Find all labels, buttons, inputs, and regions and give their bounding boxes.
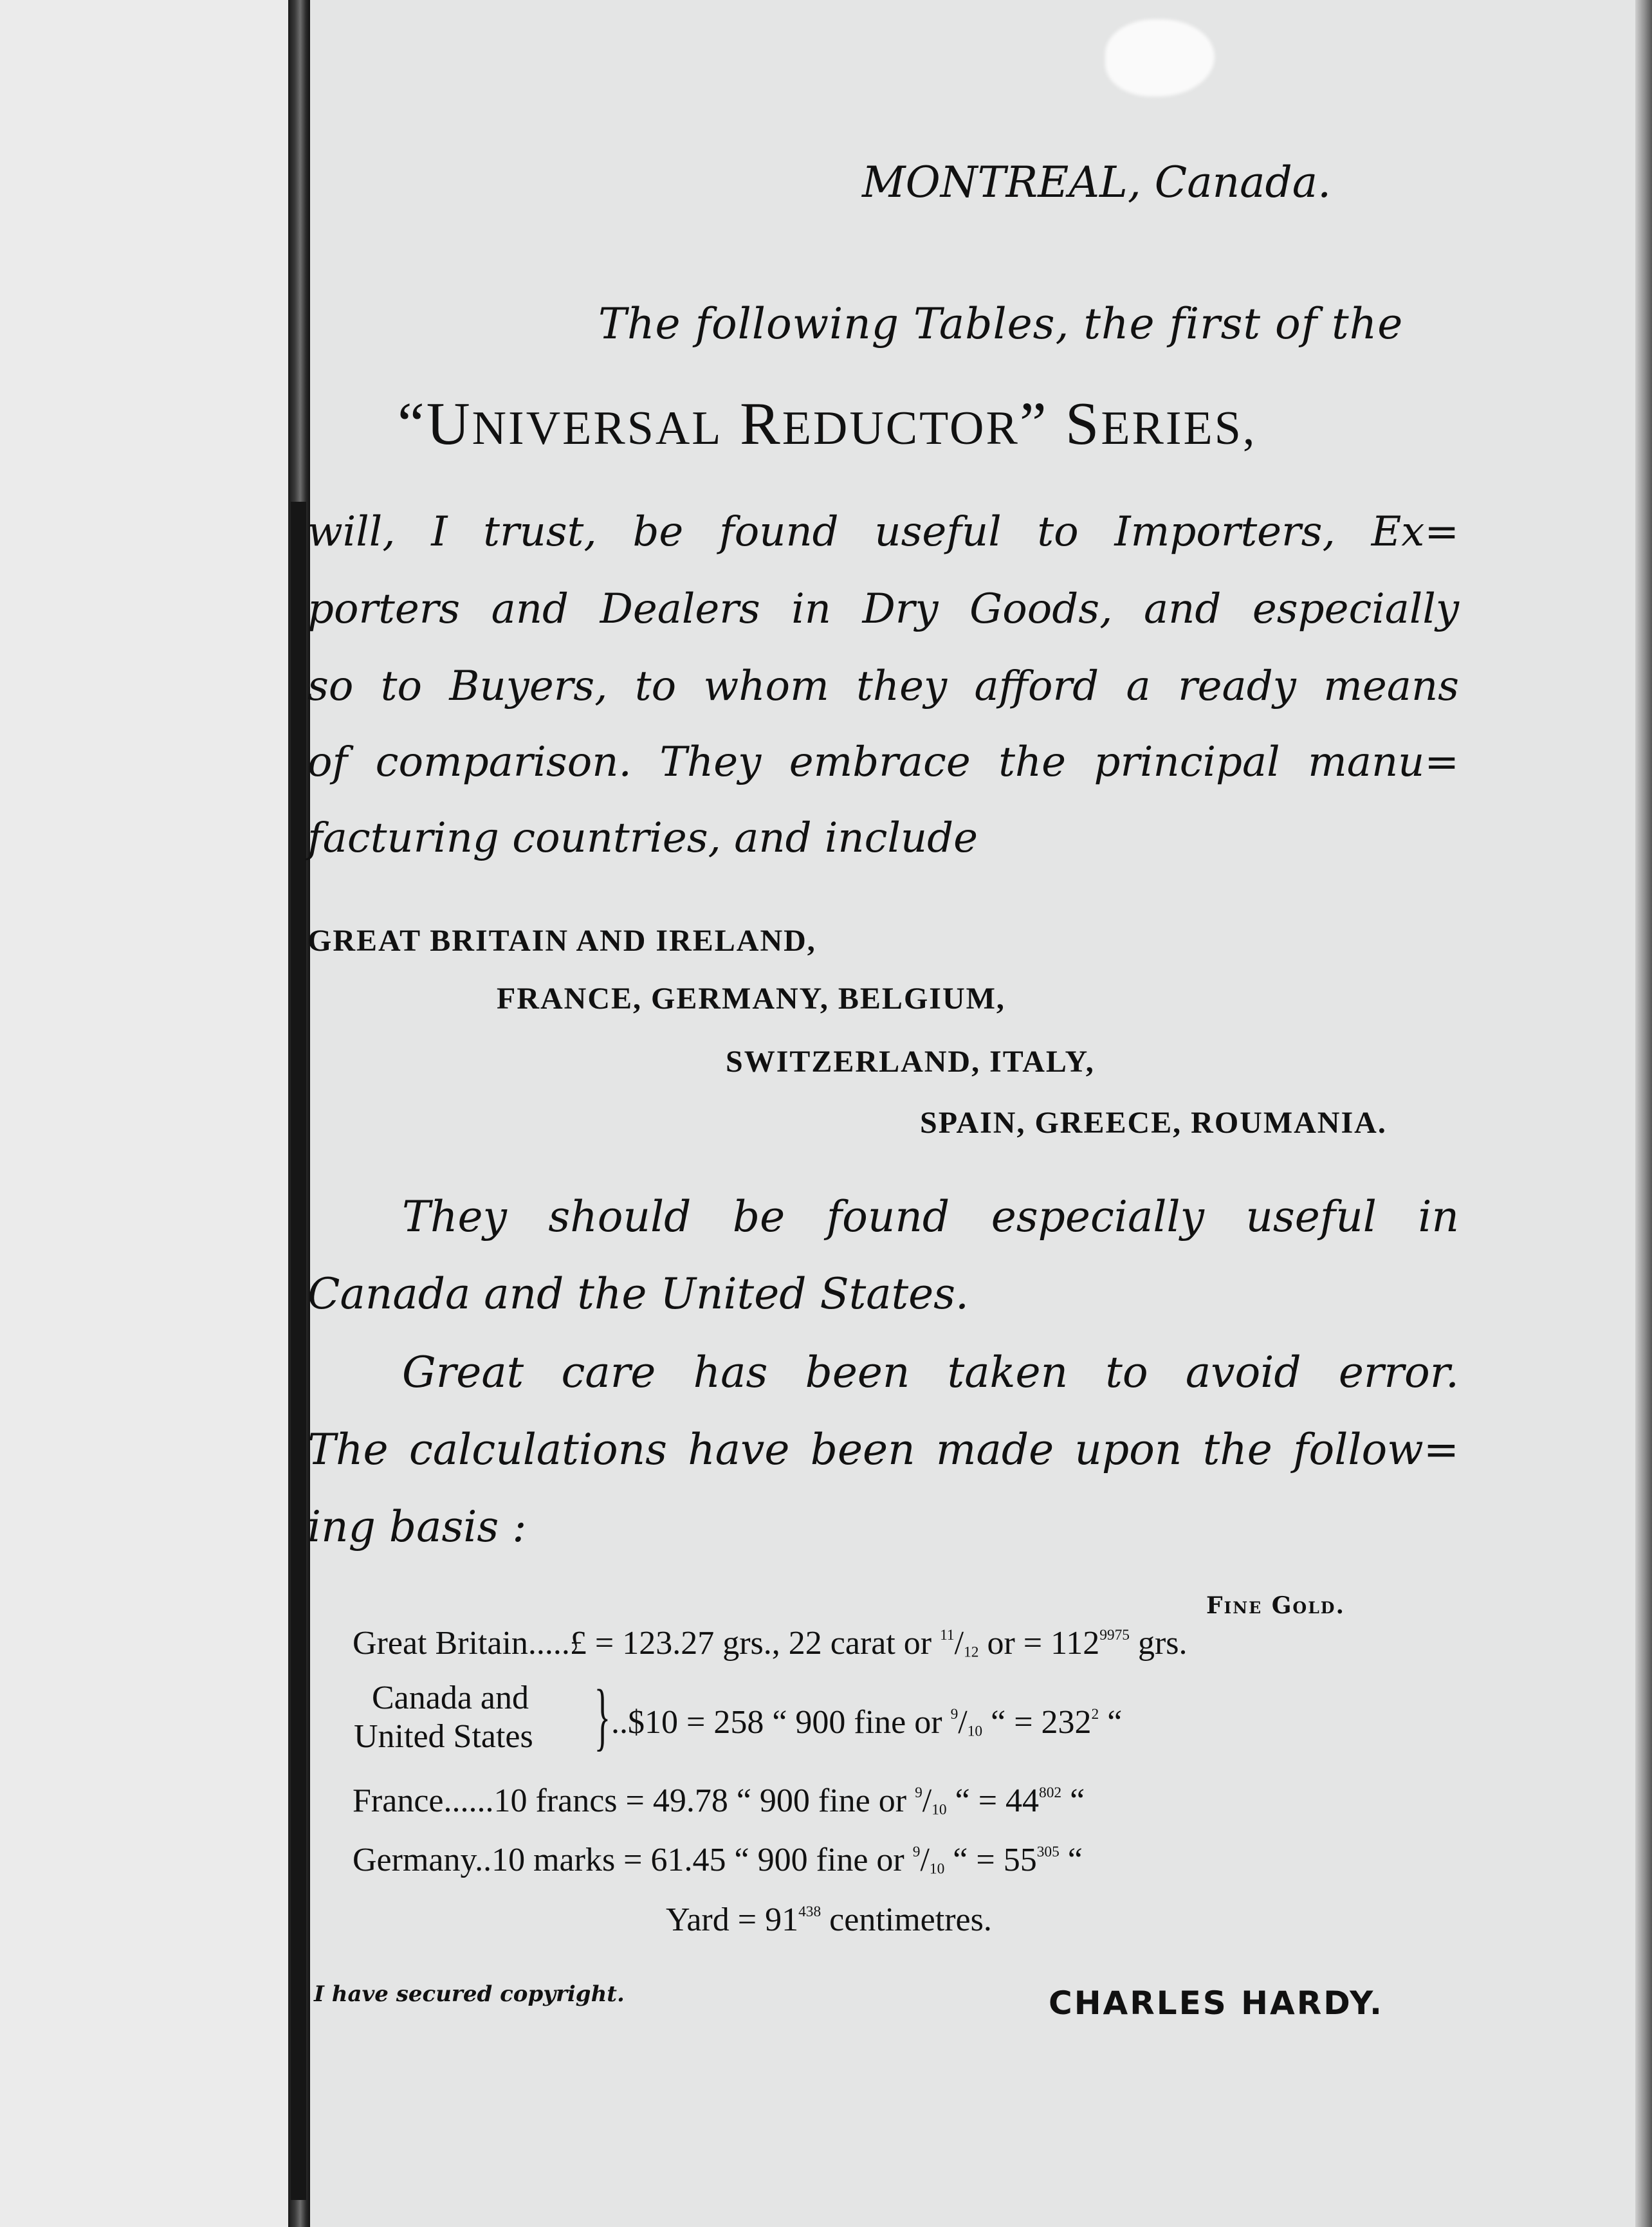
- intro-body-line: facturing countries, and include: [307, 814, 978, 862]
- basis-row-france: France......10 francs = 49.78 “ 900 fine or $^9/_{10}$ “ = $44^{802}$ “: [353, 1783, 1085, 1819]
- series-title-part: R: [740, 390, 782, 457]
- intro-body-line: of comparison. They embrace the principal manu=: [307, 738, 1459, 786]
- copyright-note: I have secured copyright.: [314, 1981, 625, 2007]
- basis-text: grs.: [1129, 1625, 1188, 1662]
- basis-text: “: [1099, 1704, 1123, 1741]
- location-heading: MONTREAL, Canada.: [862, 158, 1332, 207]
- basis-text: “: [1061, 1783, 1085, 1819]
- basis-text: “ = 232: [982, 1704, 1092, 1741]
- fraction-denominator: 10: [929, 1860, 945, 1878]
- basis-label-canada: Canada and: [372, 1680, 529, 1716]
- decimal-superscript: 438: [798, 1903, 821, 1920]
- facing-page-margin: [0, 0, 288, 2227]
- series-title-part: ERIES,: [1101, 402, 1257, 455]
- paragraph-line: Great care has been taken to avoid error.: [402, 1348, 1459, 1397]
- fraction-numerator: 9: [950, 1705, 959, 1723]
- intro-line-1: The following Tables, the first of the: [598, 299, 1404, 349]
- basis-label-united-states: United States: [354, 1718, 533, 1755]
- paragraph-line: ing basis :: [307, 1502, 527, 1552]
- fraction-denominator: 10: [932, 1801, 947, 1819]
- basis-text: “ = 55: [944, 1842, 1037, 1878]
- fraction-numerator: 11: [940, 1626, 955, 1644]
- basis-text: or = 112: [978, 1625, 1100, 1662]
- country-line: GREAT BRITAIN AND IRELAND,: [307, 924, 816, 958]
- intro-body-line: will, I trust, be found useful to Importers, Ex=: [307, 508, 1459, 556]
- country-line: FRANCE, GERMANY, BELGIUM,: [497, 982, 1005, 1016]
- fraction-numerator: 9: [912, 1843, 921, 1860]
- basis-text: France......10 francs = 49.78 “ 900 fine or: [353, 1783, 915, 1819]
- series-title-part: NIVERSAL: [472, 402, 723, 455]
- decimal-superscript: 9975: [1099, 1626, 1130, 1644]
- curly-brace: }: [594, 1674, 611, 1758]
- basis-row-germany: Germany..10 marks = 61.45 “ 900 fine or $^9/_{10}$ “ = $55^{305}$ “: [353, 1842, 1083, 1878]
- basis-text: Yard = 91: [666, 1902, 799, 1938]
- intro-body-line: so to Buyers, to whom they afford a ready means: [307, 663, 1459, 710]
- basis-row-great-britain: Great Britain.....£ = 123.27 grs., 22 carat or $^{11}/_{12}$ or = $112^{9975}$ grs.: [353, 1625, 1188, 1662]
- fraction-numerator: 9: [915, 1784, 922, 1801]
- decimal-superscript: 305: [1036, 1843, 1060, 1860]
- series-title-part: EDUCTOR: [782, 402, 1020, 455]
- paragraph-line: Canada and the United States.: [307, 1269, 969, 1319]
- fine-gold-column-header: Fine Gold.: [1206, 1592, 1346, 1619]
- intro-body-line: porters and Dealers in Dry Goods, and especially: [307, 585, 1459, 633]
- basis-text: “: [1059, 1842, 1083, 1878]
- paragraph-line: They should be found especially useful in: [402, 1192, 1459, 1242]
- page-edge: [1635, 0, 1652, 2227]
- decimal-superscript: 2: [1091, 1705, 1099, 1723]
- basis-text: Great Britain.....£ = 123.27 grs., 22 carat or: [353, 1625, 941, 1662]
- series-title-part: “U: [398, 390, 472, 457]
- author-signature: CHARLES HARDY.: [1049, 1984, 1384, 2022]
- basis-text: centimetres.: [821, 1902, 992, 1938]
- country-line: SWITZERLAND, ITALY,: [726, 1045, 1095, 1079]
- country-line: SPAIN, GREECE, ROUMANIA.: [920, 1106, 1387, 1140]
- basis-row-canada-us: ..$10 = 258 “ 900 fine or $^9/_{10}$ “ = $232^2$ “: [611, 1704, 1123, 1741]
- series-title-part: ” S: [1019, 390, 1101, 457]
- fraction-denominator: 10: [967, 1723, 983, 1740]
- fraction-denominator: 12: [964, 1644, 979, 1661]
- decimal-superscript: 802: [1039, 1784, 1062, 1801]
- book-gutter: [291, 502, 306, 2200]
- basis-row-yard: [666, 1901, 992, 1939]
- paragraph-line: The calculations have been made upon the follow=: [307, 1425, 1459, 1474]
- basis-text: “ = 44: [946, 1783, 1040, 1819]
- basis-text: Germany..10 marks = 61.45 “ 900 fine or: [353, 1842, 913, 1878]
- series-title: [398, 389, 1256, 459]
- basis-text: ..$10 = 258 “ 900 fine or: [611, 1704, 951, 1741]
